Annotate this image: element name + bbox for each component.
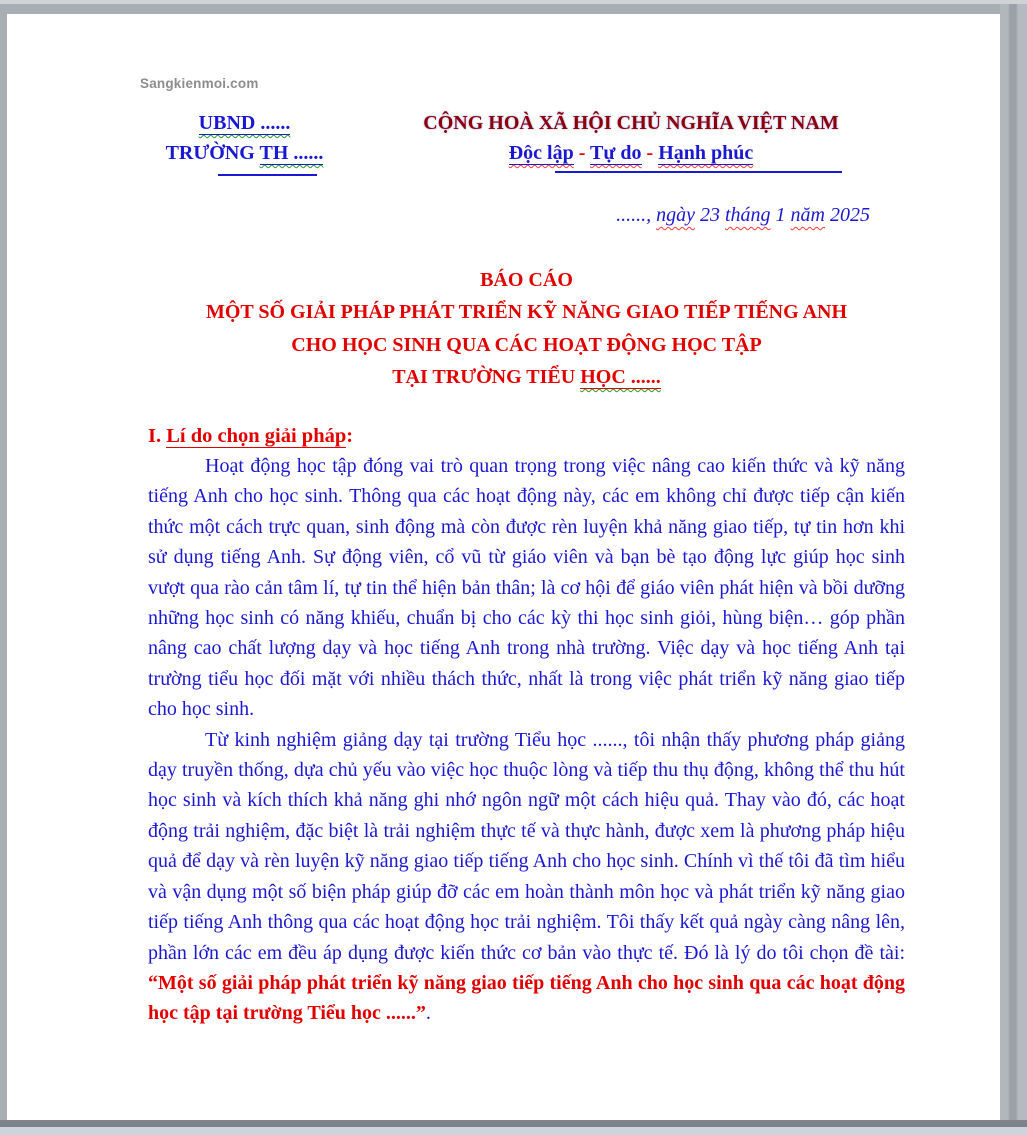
title-line [148, 361, 905, 393]
header-left-block [127, 108, 362, 168]
motto-word: Độc lập [508, 142, 574, 164]
report-title-block [148, 264, 905, 394]
topic-title-quote: “Một số giải pháp phát triển kỹ năng giao tiếp tiếng Anh cho học sinh qua các hoạt động học tập tại trường Tiểu học ......” [148, 971, 905, 1025]
paragraph [148, 725, 905, 1029]
window-bottom-bar [0, 1127, 1027, 1135]
date-year: 2025 [825, 204, 870, 226]
text-segment: Hoạt động học tập đóng vai trò quan trọng trong việc nâng cao kiến thức và kỹ năng tiếng Anh cho học sinh. Thông qua các hoạt động này, các em không chỉ được tiếp cận kiến thức một cách trực quan, sinh động mà còn được rèn luyện khả năng giao tiếp, tự tin hơn khi sử dụng tiếng Anh. Sự động viên, cổ vũ từ giáo viên và bạn bè tạo động lực giúp học sinh vượt qua rào cản tâm lí, tự tin thể hiện bản thân; là cơ hội để giáo viên phát hiện và bồi dưỡng những học sinh có năng khiếu, chuẩn bị cho các kỳ thi học sinh giỏi, hùng biện… góp phần nâng cao chất lượng dạy và học tiếng Anh trong nhà trường. Việc dạy và học tiếng Anh tại trường tiểu học đối mặt với nhiều thách thức, nhất là trong việc phát triển kỹ năng giao tiếp cho học sinh. [148, 455, 905, 721]
document-body [148, 451, 905, 1029]
title-line [148, 329, 905, 361]
school-name: TH ...... [259, 142, 324, 164]
text-segment: Từ kinh nghiệm giảng dạy tại trường Tiểu học ......, tôi nhận thấy phương pháp giảng dạy truyền thống, dựa chủ yếu vào việc học thuộc lòng và tiếp thu thụ động, không thể thu hút học sinh và kích thích khả năng ghi nhớ ngôn ngữ một cách hiệu quả. Thay vào đó, các hoạt động trải nghiệm, đặc biệt là trải nghiệm thực tế và thực hành, được xem là phương pháp hiệu quả để dạy và rèn luyện kỹ năng giao tiếp tiếng Anh cho học sinh. Chính vì thế tôi đã tìm hiểu và vận dụng một số biện pháp giúp đỡ các em hoàn thành môn học và phát triển kỹ năng giao tiếp tiếng Anh thông qua các hoạt động học trải nghiệm. Tôi thấy kết quả ngày càng nâng lên, phần lớn các em đều áp dụng được kiến thức cơ bản vào thực tế. Đó là lý do tôi chọn đề tài: [148, 728, 905, 964]
text-segment: MỘT SỐ GIẢI PHÁP PHÁT TRIỂN KỸ NĂNG GIAO TIẾP TIẾNG ANH [205, 301, 848, 324]
motto-dash: - [573, 142, 591, 164]
date-word: tháng [724, 204, 771, 226]
motto-word: Tự do [590, 142, 642, 164]
date-word: năm [790, 204, 825, 226]
section-title: Lí do chọn giải pháp [166, 425, 347, 447]
header-right-underline-rule [555, 171, 842, 173]
window-top-edge [0, 0, 1027, 4]
motto-dash: - [641, 142, 659, 164]
text-segment: CHO HỌC SINH QUA CÁC HOẠT ĐỘNG HỌC TẬP [291, 333, 762, 356]
header-org-line [127, 108, 362, 138]
school-blank: HỌC ...... [580, 366, 661, 389]
section-colon: : [346, 425, 354, 447]
report-title-lines [148, 296, 905, 393]
national-title: CỘNG HOÀ XÃ HỘI CHỦ NGHĨA VIỆT NAM [423, 112, 839, 134]
date-month: 1 [770, 204, 791, 226]
place-blank: ......, [616, 204, 657, 226]
window-bottom-edge [0, 1120, 1027, 1127]
title-line [148, 296, 905, 328]
document-page [7, 14, 1000, 1120]
date-line [616, 204, 870, 227]
page-right-edge [1000, 4, 1027, 1120]
section-number: I. [148, 425, 167, 447]
header-right-block [385, 108, 877, 168]
school-label: TRƯỜNG [165, 142, 260, 164]
date-day: 23 [694, 204, 725, 226]
header-school-line [127, 138, 362, 168]
date-word: ngày [656, 204, 695, 226]
text-segment: TẠI TRƯỜNG TIỂU [392, 366, 581, 389]
text-segment: . [425, 1002, 431, 1025]
report-label: BÁO CÁO [480, 269, 573, 291]
motto-word: Hạnh phúc [658, 142, 754, 164]
paragraph [148, 451, 905, 725]
watermark: Sangkienmoi.com [140, 76, 259, 91]
header-left-underline-rule [218, 174, 317, 176]
org-name: UBND ...... [198, 112, 291, 134]
section-heading [148, 425, 353, 448]
national-motto [385, 138, 877, 168]
